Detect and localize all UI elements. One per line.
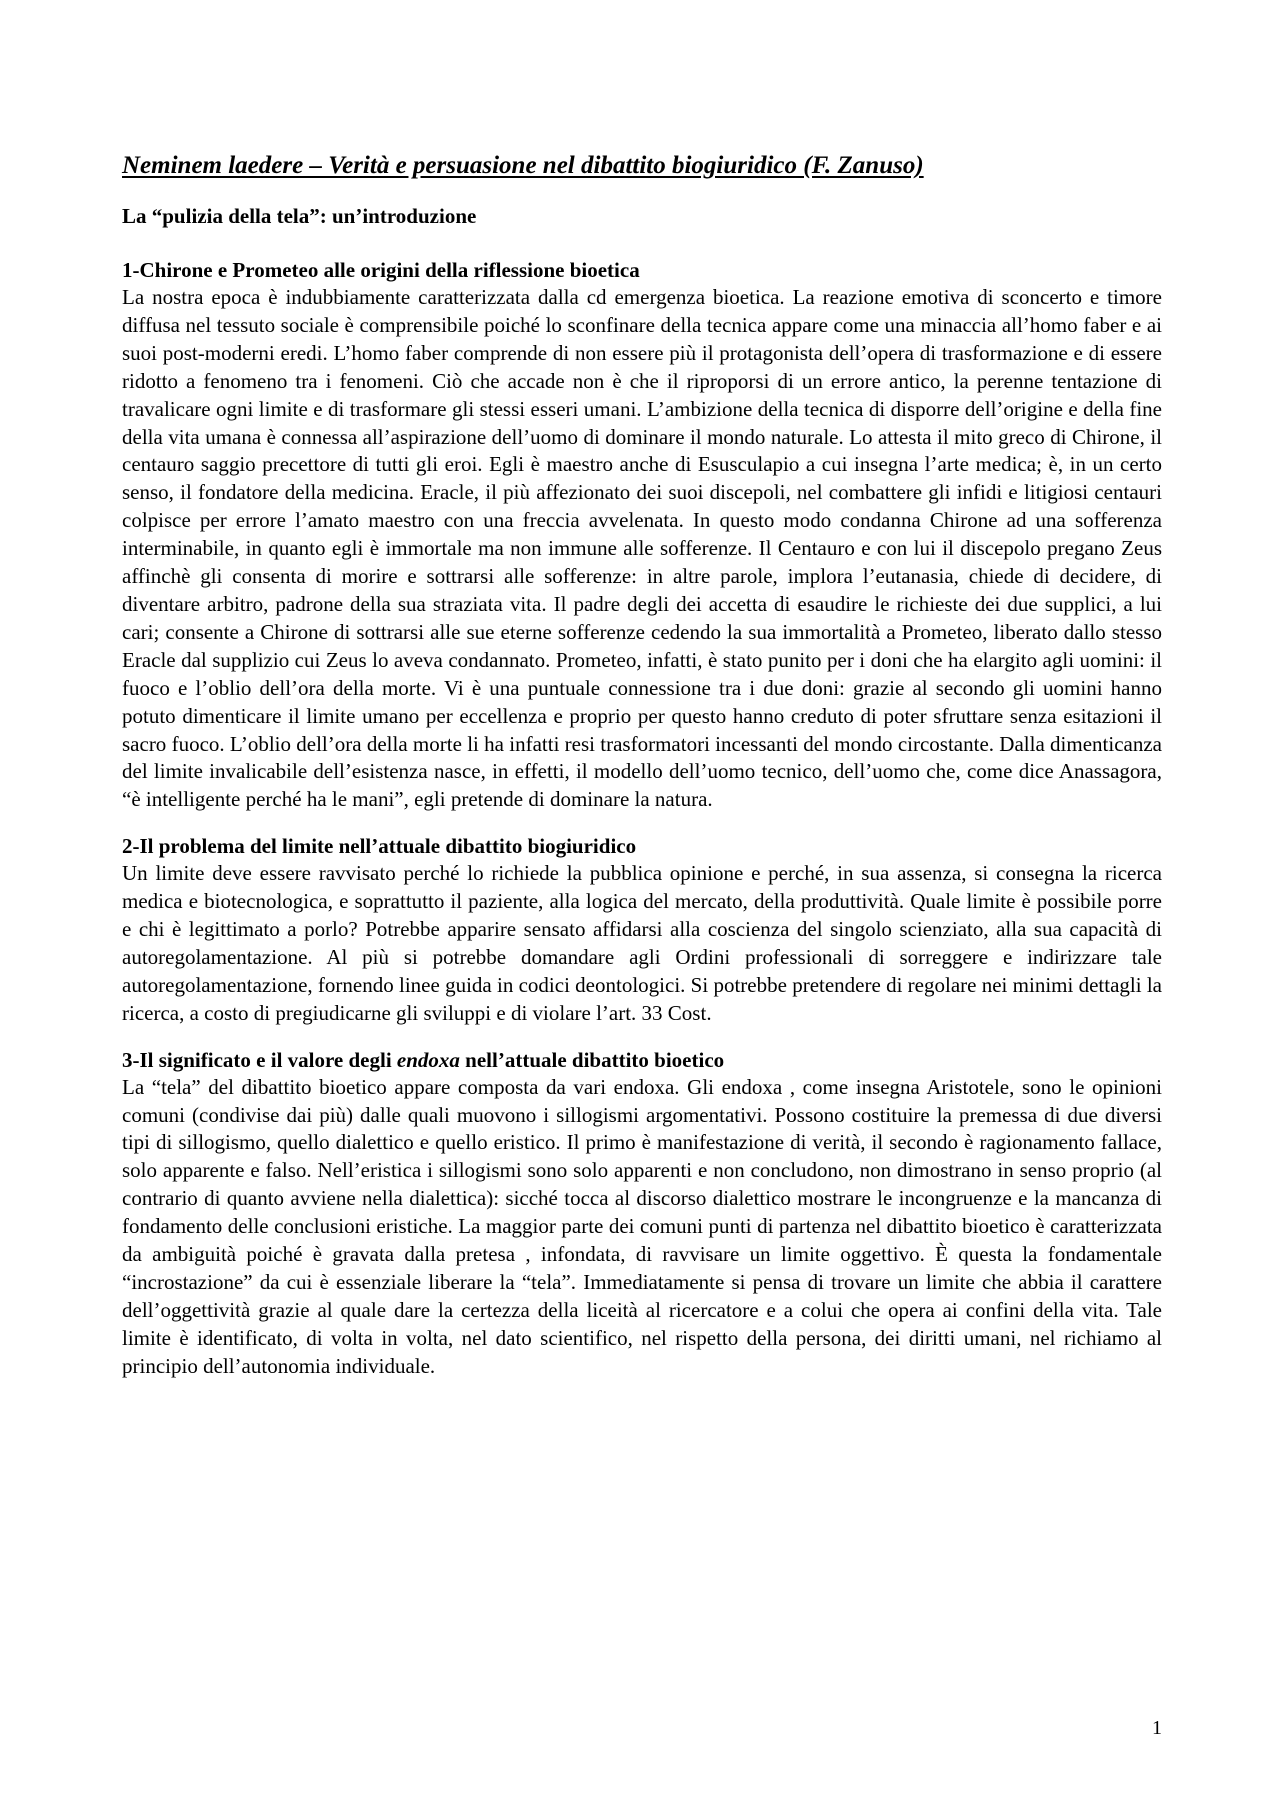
section-3-heading-start: 3-Il significato e il valore degli: [122, 1047, 397, 1072]
section-2-body: Un limite deve essere ravvisato perché lo richiede la pubblica opinione e perché, in sua assenza, si consegna la ricerca medica e biotecnologica, e soprattutto il paziente, alla logica del mercato, della produttività. Quale limite è possibile porre e chi è legittimato a porlo? Potrebbe apparire sensato affidarsi alla coscienza del singolo scienziato, alla sua capacità di autoregolamentazione. Al più si potrebbe domandare agli Ordini professionali di sorreggere e indirizzare tale autoregolamentazione, fornendo linee guida in codici deontologici. Si potrebbe pretendere di regolare nei minimi dettagli la ricerca, a costo di pregiudicarne gli sviluppi e di violare l’art. 33 Cost.: [122, 861, 1162, 1025]
section-1-heading: 1-Chirone e Prometeo alle origini della riflessione bioetica: [122, 258, 640, 282]
section-3-body: La “tela” del dibattito bioetico appare composta da vari endoxa. Gli endoxa , come insegna Aristotele, sono le opinioni comuni (condivise dai più) dalle quali muovono i sillogismi argomentativi. Possono costituire la premessa di due diversi tipi di sillogismo, quello dialettico e quello eristico. Il primo è manifestazione di verità, il secondo è ragionamento fallace, solo apparente e falso. Nell’eristica i sillogismi sono solo apparenti e non concludono, non dimostrano in senso proprio (al contrario di quanto avviene nella dialettica): sicché tocca al discorso dialettico mostrare le incongruenze e la mancanza di fondamento delle conclusioni eristiche. La maggior parte dei comuni punti di partenza nel dibattito bioetico è caratterizzata da ambiguità poiché è gravata dalla pretesa , infondata, di ravvisare un limite oggettivo. È questa la fondamentale “incrostazione” da cui è essenziale liberare la “tela”. Immediatamente si pensa di trovare un limite che abbia il carattere dell’oggettività grazie al quale dare la certezza della liceità al ricercatore e a colui che opera ai confini della vita. Tale limite è identificato, di volta in volta, nel dato scientifico, nel rispetto della persona, dei diritti umani, nel richiamo al principio dell’autonomia individuale.: [122, 1074, 1162, 1378]
section-2-heading: 2-Il problema del limite nell’attuale dibattito biogiuridico: [122, 834, 637, 859]
section-1-body: La nostra epoca è indubbiamente caratterizzata dalla cd emergenza bioetica. La reazione emotiva di sconcerto e timore diffusa nel tessuto sociale è comprensibile poiché lo sconfinare della tecnica appare come una minaccia all’homo faber e ai suoi post-moderni eredi. L’homo faber comprende di non essere più il protagonista dell’opera di trasformazione e di essere ridotto a fenomeno tra i fenomeni. Ciò che accade non è che il riproporsi di un errore antico, la perenne tentazione di travalicare ogni limite e di trasformare gli stessi esseri umani. L’ambizione della tecnica di disporre dell’origine e della fine della vita umana è connessa all’aspirazione dell’uomo di dominare il mondo naturale. Lo attesta il mito greco di Chirone, il centauro saggio precettore di tutti gli eroi. Egli è maestro anche di Esusculapio a cui insegna l’arte medica; è, in un certo senso, il fondatore della medicina. Eracle, il più affezionato dei suoi discepoli, nel combattere gli infidi e litigiosi centauri colpisce per errore l’amato maestro con una freccia avvelenata. In questo modo condanna Chirone ad una sofferenza interminabile, in quanto egli è immortale ma non immune alle sofferenze. Il Centauro e con lui il discepolo pregano Zeus affinchè gli consenta di morire e sottrarsi alle sofferenze: in altre parole, implora l’eutanasia, chiede di decidere, di diventare arbitro, padrone della sua straziata vita. Il padre degli dei accetta di esaudire le richieste dei due supplici, a lui cari; consente a Chirone di sottrarsi alle sue eterne sofferenze cedendo la sua immortalità a Prometeo, liberato dallo stesso Eracle dal supplizio cui Zeus lo aveva condannato. Prometeo, infatti, è stato punito per i doni che ha elargito agli uomini: il fuoco e l’oblio dell’ora della morte. Vi è una puntuale connessione tra i due doni: grazie al secondo gli uomini hanno potuto dimenticare il limite umano per eccellenza e proprio per questo hanno creduto di poter sfruttare senza esitazioni il sacro fuoco. L’oblio dell’ora della morte li ha infatti resi trasformatori incessanti del mondo circostante. Dalla dimenticanza del limite invalicabile dell’esistenza nasce, in effetti, il modello dell’uomo tecnico, dell’uomo che, come dice Anassagora, “è intelligente perché ha le mani”, egli pretende di dominare la natura.: [122, 285, 1162, 812]
intro-heading: La “pulizia della tela”: un’introduzione: [122, 204, 477, 228]
section-3-heading-emphasis: endoxa: [396, 1047, 460, 1072]
page-number: 1: [1152, 1717, 1162, 1739]
document-page: [122, 150, 1162, 1399]
document-title: Neminem laedere – Verità e persuasione nel dibattito biogiuridico (F. Zanuso): [122, 152, 924, 179]
section-3-heading-end: nell’attuale dibattito bioetico: [459, 1047, 725, 1072]
section-3-heading: [122, 1046, 1162, 1074]
